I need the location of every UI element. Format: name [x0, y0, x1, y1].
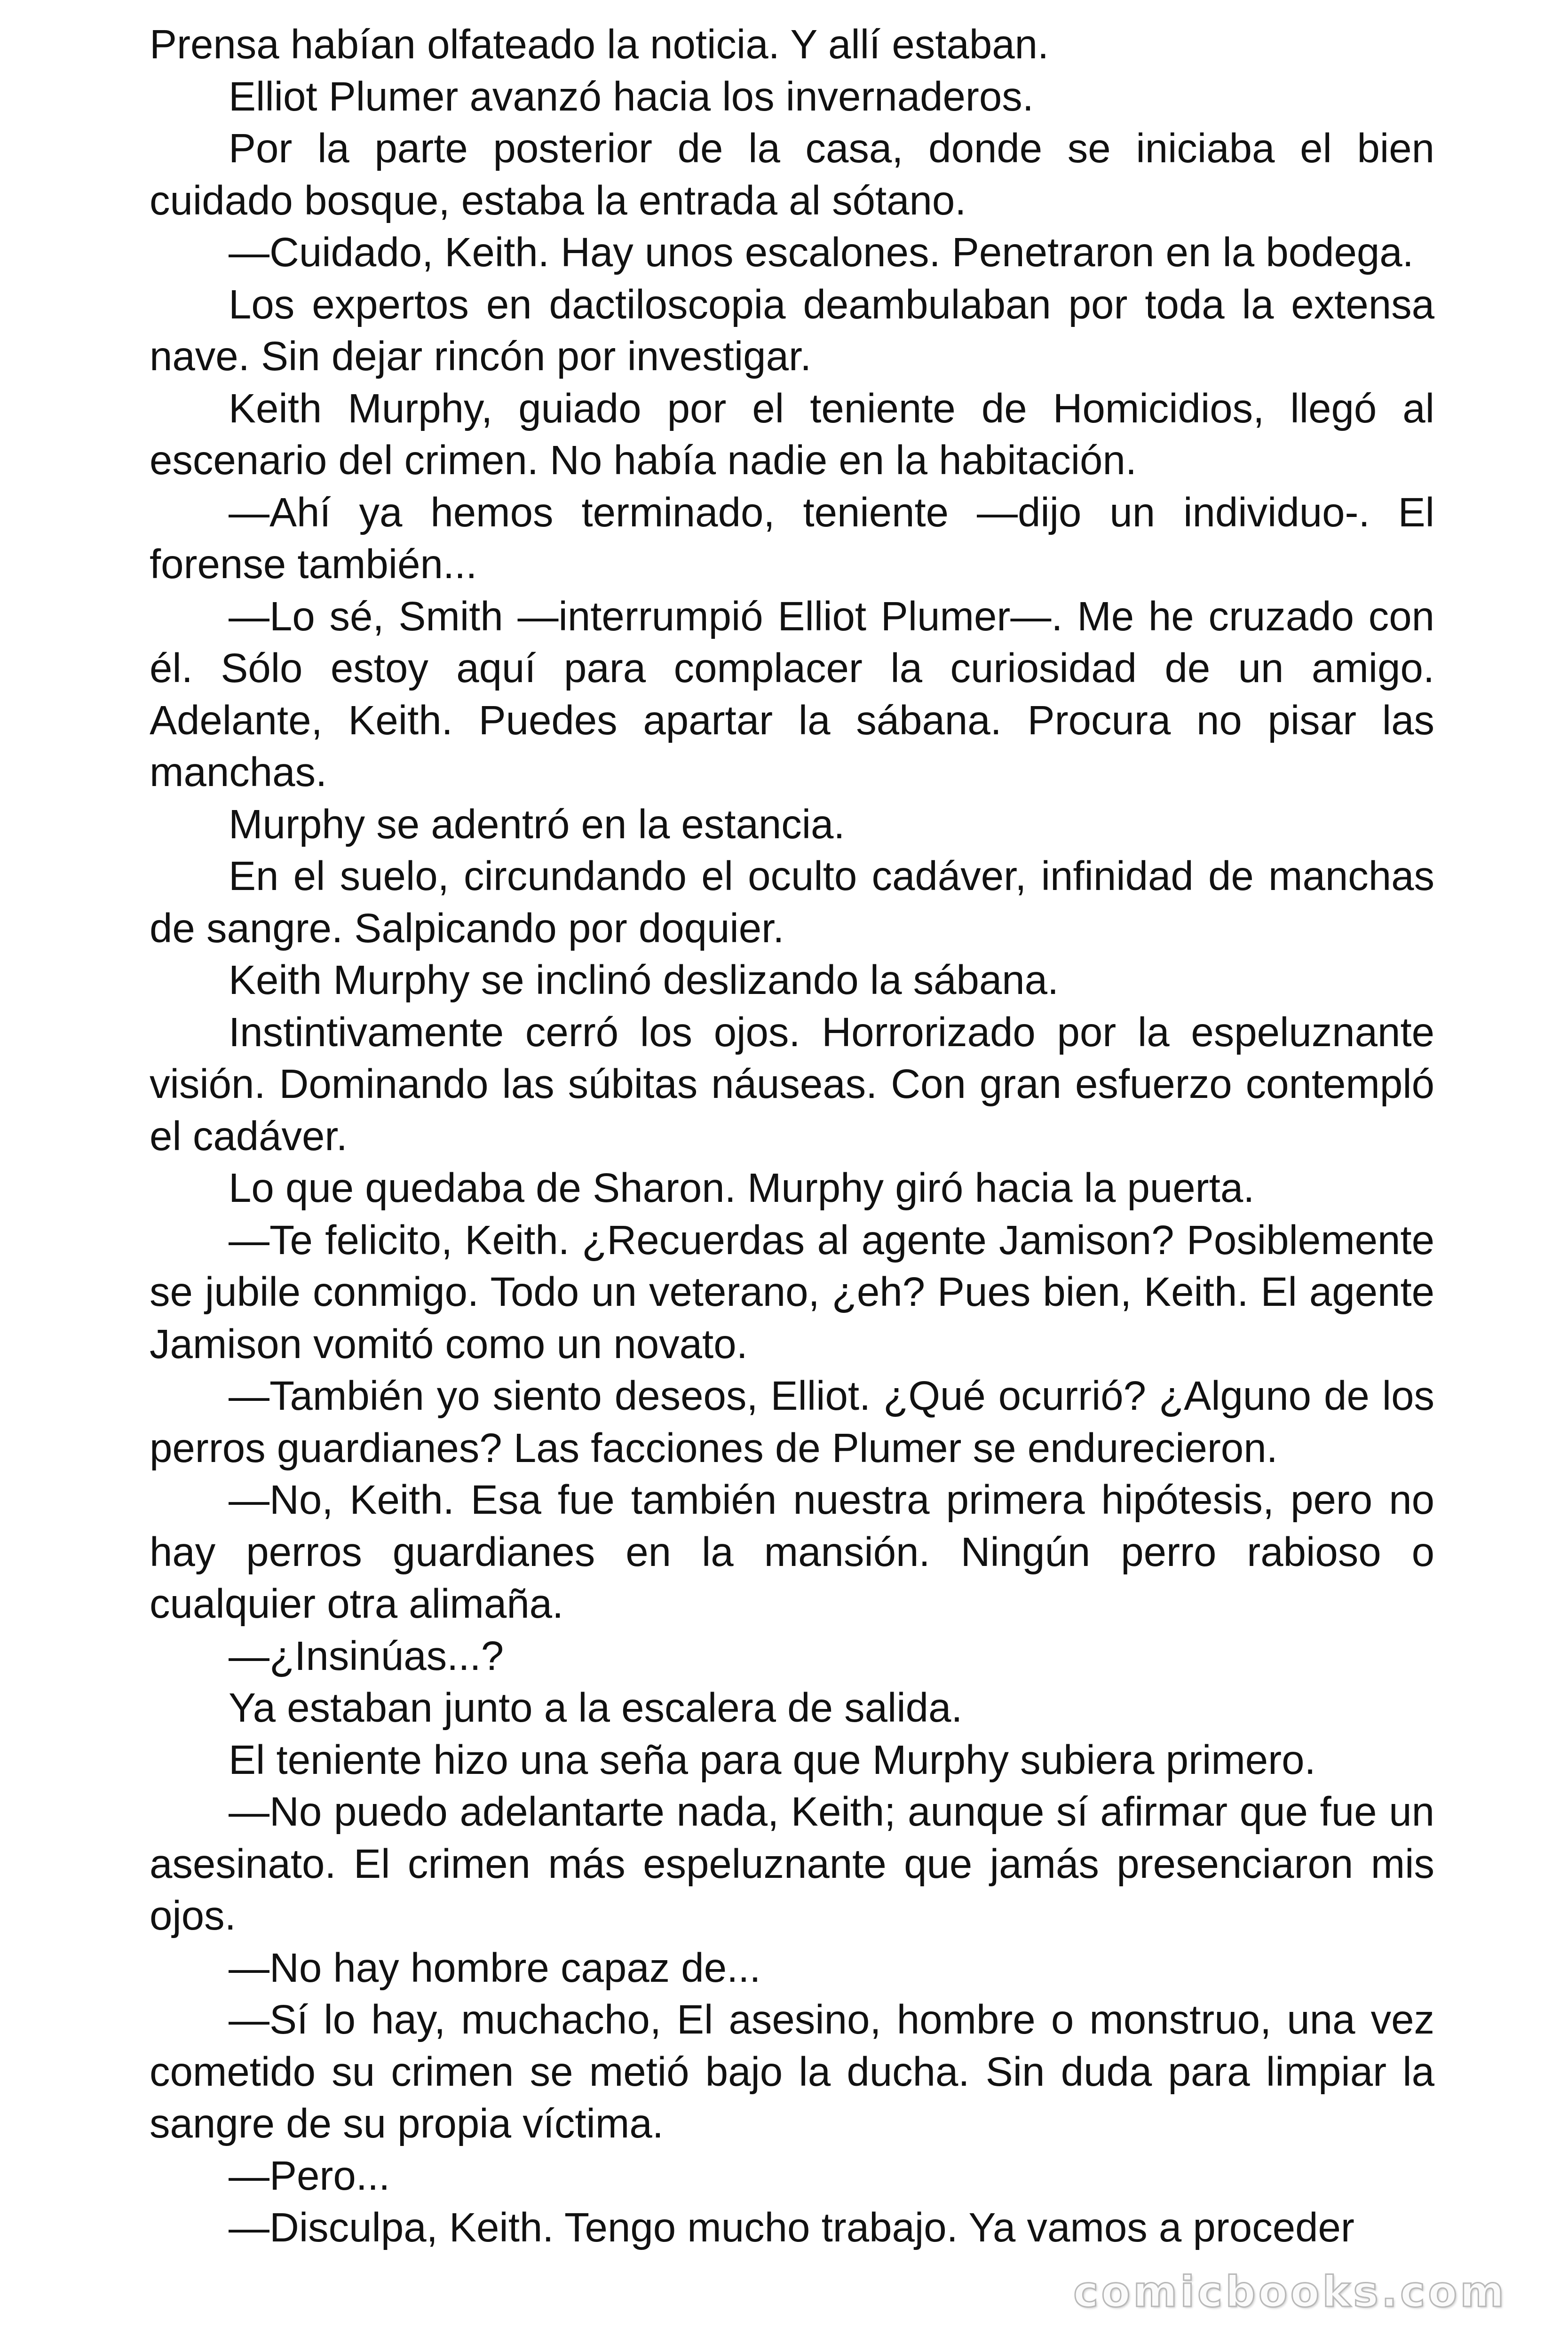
paragraph: Keith Murphy, guiado por el teniente de Homicidios, llegó al escenario del crimen. No había nadie en la habitación.: [150, 385, 1434, 483]
paragraph: Instintivamente cerró los ojos. Horrorizado por la espeluznante visión. Dominando las súbitas náuseas. Con gran esfuerzo contempló el cadáver.: [150, 1009, 1434, 1159]
paragraph: —Disculpa, Keith. Tengo mucho trabajo. Ya vamos a proceder: [229, 2205, 1354, 2250]
paragraph: —Pero...: [229, 2153, 390, 2199]
paragraph: —No hay hombre capaz de...: [229, 1945, 761, 1991]
paragraph: —Sí lo hay, muchacho, El asesino, hombre o monstruo, una vez cometido su crimen se metió bajo la ducha. Sin duda para limpiar la sangre de su propia víctima.: [150, 1997, 1434, 2146]
paragraph: En el suelo, circundando el oculto cadáver, infinidad de manchas de sangre. Salpicando por doquier.: [150, 853, 1434, 951]
paragraph: —¿Insinúas...?: [229, 1633, 504, 1679]
watermark: comicbooks.com: [1073, 2267, 1507, 2317]
paragraph: Lo que quedaba de Sharon. Murphy giró hacia la puerta.: [229, 1165, 1255, 1211]
paragraph: —Lo sé, Smith —interrumpió Elliot Plumer—. Me he cruzado con él. Sólo estoy aquí para complacer la curiosidad de un amigo. Adelante, Keith. Puedes apartar la sábana. Procura no pisar las manchas.: [150, 593, 1434, 795]
paragraph: Elliot Plumer avanzó hacia los invernaderos.: [229, 73, 1034, 119]
paragraph: —Ahí ya hemos terminado, teniente —dijo un individuo-. El forense también...: [150, 489, 1434, 587]
paragraph: Prensa habían olfateado la noticia. Y allí estaban.: [150, 22, 1049, 67]
paragraph: —Te felicito, Keith. ¿Recuerdas al agente Jamison? Posiblemente se jubile conmigo. Todo un veterano, ¿eh? Pues bien, Keith. El agente Jamison vomitó como un novato.: [150, 1217, 1434, 1367]
paragraph: —Cuidado, Keith. Hay unos escalones. Penetraron en la bodega.: [229, 230, 1414, 275]
paragraph: Por la parte posterior de la casa, donde se iniciaba el bien cuidado bosque, estaba la entrada al sótano.: [150, 126, 1434, 223]
paragraph: —No puedo adelantarte nada, Keith; aunque sí afirmar que fue un asesinato. El crimen más espeluznante que jamás presenciaron mis ojos.: [150, 1789, 1434, 1939]
body-text: [150, 19, 1434, 2254]
paragraph: El teniente hizo una seña para que Murphy subiera primero.: [229, 1737, 1316, 1783]
paragraph: Los expertos en dactiloscopia deambulaban por toda la extensa nave. Sin dejar rincón por investigar.: [150, 281, 1434, 379]
paragraph: Keith Murphy se inclinó deslizando la sábana.: [229, 957, 1059, 1003]
paragraph: Ya estaban junto a la escalera de salida.: [229, 1685, 963, 1731]
paragraph: Murphy se adentró en la estancia.: [229, 801, 845, 847]
paragraph: —También yo siento deseos, Elliot. ¿Qué ocurrió? ¿Alguno de los perros guardianes? Las facciones de Plumer se endurecieron.: [150, 1373, 1434, 1471]
paragraph: —No, Keith. Esa fue también nuestra primera hipótesis, pero no hay perros guardianes en la mansión. Ningún perro rabioso o cualquier otra alimaña.: [150, 1477, 1434, 1627]
